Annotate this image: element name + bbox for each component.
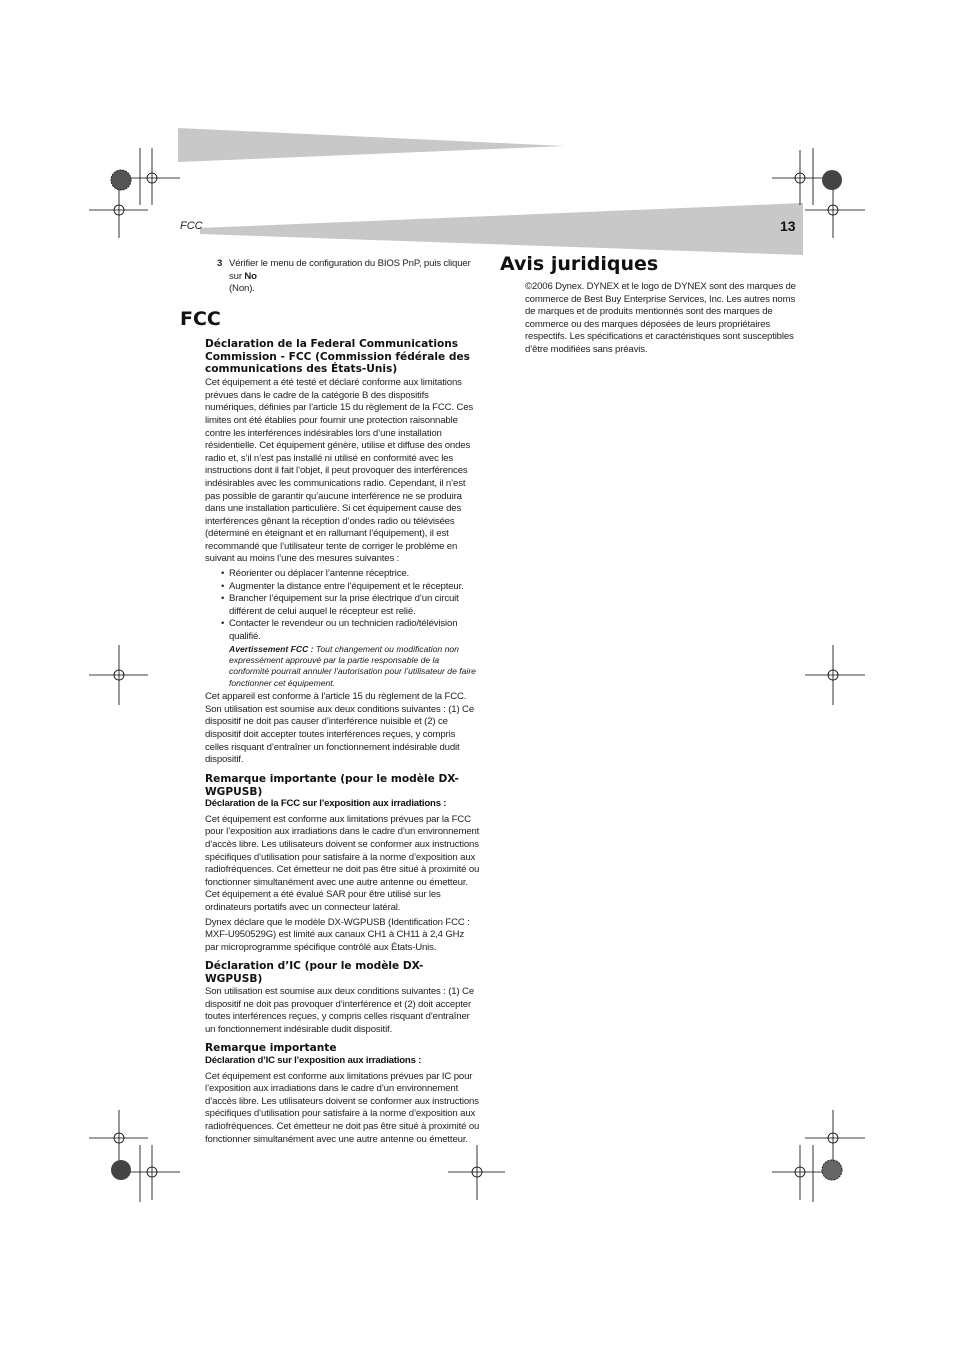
conformity-body: Cet appareil est conforme à l’article 15 du règlement de la FCC. Son utilisation est soumise aux deux conditions suivantes : (1) Ce dispositif ne doit pas causer d’interférence nuisible et (2) ce dispositif doit accepter toutes interférences reçues, y compris celles risquant d’entraîner un fonctionnement indésirable dudit dispositif. <box>205 691 474 766</box>
step-text-after: (Non). <box>229 283 255 295</box>
important-heading: Remarque importante (pour le modèle DX-WGPUSB) <box>205 772 459 798</box>
important2-heading: Remarque importante <box>205 1042 337 1055</box>
step-text: Vérifier le menu de configuration du BIOS PnP, puis cliquer sur <box>229 258 471 282</box>
page-number: 13 <box>780 218 796 234</box>
exposure-body: Cet équipement est conforme aux limitations prévues par la FCC pour l’exposition aux irradiations dans le cadre d’un environnement d’accès libre. Les utilisateurs doivent se conformer aux instructions spécifiques d’utilisation pour satisfaire à la norme d’exposition aux radiofréquences. Cet émetteur ne doit pas être situé à proximité ou fonctionner simultanément avec une autre antenne ou émetteur. Cet équipement a été évalué SAR pour être utilisé sur les ordinateurs portatifs avec un connecteur latéral. <box>205 813 480 913</box>
warning-text: Tout changement ou modification non expressément approuvé par la partie responsable de la conformité pourrait annuler l’autorisation pour l’utilisateur de faire fonctionner cet équipement. <box>229 643 476 688</box>
fcc-warning <box>205 644 480 690</box>
list-item: • Brancher l’équipement sur la prise électrique d’un circuit différent de celui auquel le récepteur est relié. <box>205 593 480 618</box>
measures-list <box>205 568 480 644</box>
ic-exposure-body: Cet équipement est conforme aux limitations prévues par IC pour l’exposition aux irradiations dans le cadre d’un environnement d’accès libre. Les utilisateurs doivent se conformer aux instructions spécifiques d’utilisation pour satisfaire à la norme d’exposition aux radiofréquences. Cet émetteur ne doit pas être situé à proximité ou fonctionner simultanément avec une autre antenne ou émetteur. <box>205 1070 480 1145</box>
section-label: FCC <box>180 220 203 232</box>
step-number: 3 <box>217 258 223 269</box>
exposure-subheading: Déclaration de la FCC sur l’exposition aux irradiations : <box>205 798 447 810</box>
declaration-heading: Déclaration de la Federal Communications Commission - FCC (Commission fédérale des communications des États-Unis) <box>205 337 470 376</box>
declaration-body: Cet équipement a été testé et déclaré conforme aux limitations prévues dans le cadre de la catégorie B des dispositifs numériques, définies par l’article 15 du règlement de la FCC. Ces limites ont été établies pour fournir une protection raisonnable contre les interférences indésirables lors d’une installation résidentielle. Cet équipement génère, utilise et diffuse des ondes radio et, s’il n’est pas installé ni utilisé en conformité avec les instructions dont il fait l’objet, il peut provoquer des interférences indésirables avec les communications radio. Cependant, il n’est pas possible de garantir qu’aucune interférence ne se produira dans une installation particulière. Si cet équipement cause des interférences gênant la réception d’ondes radio ou télévisées (déterminé en éteignant et en rallumant l’équipement), il est recommandé que l’utilisateur tente de corriger le problème en suivant au moins l’une des mesures suivantes : <box>205 377 474 565</box>
ic-heading: Déclaration d’IC (pour le modèle DX-WGPUSB) <box>205 960 424 986</box>
list-item: • Réorienter ou déplacer l’antenne réceptrice. <box>205 568 480 581</box>
ic-body: Son utilisation est soumise aux deux conditions suivantes : (1) Ce dispositif ne doit pas provoquer d’interférence et (2) doit accepter toutes interférences reçues, y compris celles risquant d’entraîner un fonctionnement indésirable dudit dispositif. <box>205 985 474 1035</box>
right-column <box>500 253 800 357</box>
fcc-title: FCC <box>180 307 221 330</box>
ic-exposure-subheading: Déclaration d’IC sur l’exposition aux irradiations : <box>205 1055 422 1067</box>
legal-title: Avis juridiques <box>500 253 659 275</box>
left-column <box>180 258 480 1146</box>
dynex-body: Dynex déclare que le modèle DX-WGPUSB (Identification FCC : MXF-U950529G) est limité aux canaux CH1 à CH11 à 2,4 GHz par microprogramme spécifique contrôlé aux États-Unis. <box>205 916 470 953</box>
step-item <box>180 258 480 296</box>
list-item: • Augmenter la distance entre l’équipement et le récepteur. <box>205 581 480 594</box>
legal-body: ©2006 Dynex. DYNEX et le logo de DYNEX sont des marques de commerce de Best Buy Enterprise Services, Inc. Les autres noms de marques et de produits mentionnés sont des marques de commerce ou des marques déposées de leurs propriétaires respectifs. Les spécifications et caractéristiques sont susceptibles d’être modifiées sans préavis. <box>525 281 796 355</box>
fcc-content <box>205 338 480 1146</box>
step-bold-word: No <box>244 270 257 282</box>
list-item: • Contacter le revendeur ou un technicien radio/télévision qualifié. <box>205 618 480 643</box>
warning-label: Avertissement FCC : <box>229 643 314 654</box>
